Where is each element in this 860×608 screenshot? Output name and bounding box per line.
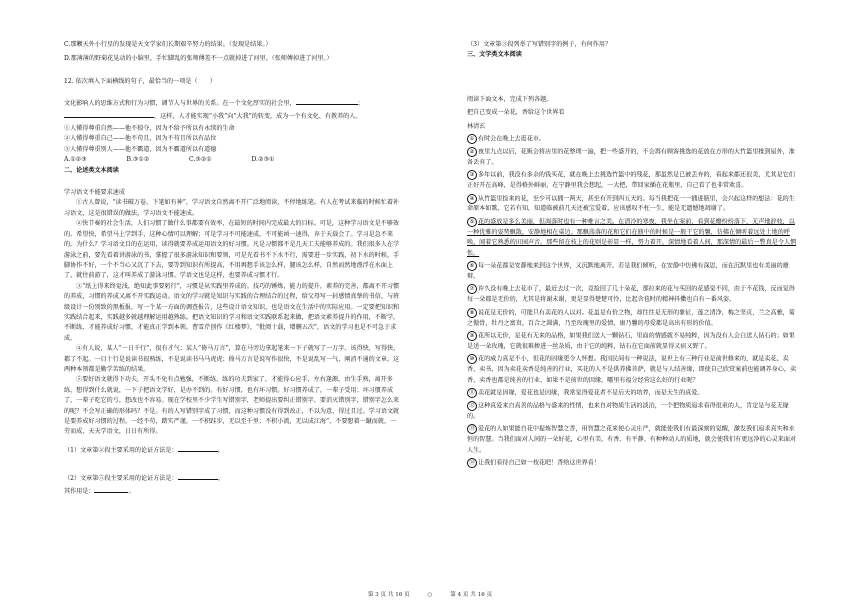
paragraph-text: 爱花的人如果能自花中提炼智慧之香，用智慧之花来使心灵庄严，就能使我们有最深刻的觉醒，激发我们追求真实和永恒的智慧。当我们面对人间的一朵好花，心里有美、有香、有平静、有种种动人的质地，就会使我们有更远净的心灵来面对人生。	[467, 425, 797, 454]
passage-paragraph	[467, 388, 797, 399]
passage-paragraph	[467, 424, 797, 456]
passage-paragraph	[467, 261, 797, 282]
paragraph-text: 卖花就是因缘，爱花也是因缘，我常觉得爱花者不是后天的培养，而是天生的真爱。	[478, 389, 704, 397]
answer-blank	[296, 97, 358, 105]
paragraph-number: ②	[467, 147, 477, 157]
page-number-right: 第 4 页 共 16 页	[450, 592, 493, 598]
page-footer	[0, 590, 860, 600]
question-2-effect: 其作用是： 。	[64, 485, 402, 497]
page-separator: ○	[427, 592, 433, 598]
option-c: C.那颗天外小行星的发现是天文学家们长期艰辛努力的结果。（发现是结果。）	[64, 41, 272, 48]
passage-paragraph	[467, 147, 797, 168]
paragraph-number: ⑭	[467, 458, 477, 468]
passage-title: 把自己变成一朵花，香给这个世界看	[467, 109, 565, 117]
paragraph-number: ⑦	[467, 284, 477, 294]
right-column	[467, 0, 797, 469]
option-d: D.那薄薄的野菊花晃动的小脑里，手忙脚乱的张师傅差不一点就掉进了河里。（张师傅掉进了河里。）	[64, 55, 333, 63]
passage-paragraph	[467, 284, 797, 305]
answer-blank	[178, 444, 218, 452]
paragraph-text: 从竹篮里捡来的花，至少可以插一两天，甚至有开到四五天的。每当我把花一一插进瓶里，会兴起这样的想法：花的生命原本如歌，它若有知，知道临被前几天还被宝爱着，应该感叹不枉一生，能是无遗憾地凋谢了。	[467, 195, 795, 213]
paragraph-number: ⑫	[467, 401, 477, 411]
essay-paragraph: ②快节奏的社会生活，人们习惯了做什么事都要有效率，在最短的时间内完成最大的目标。可是，这种学习语文是不够效的。希望快，希望马上学到手，这种心情可以理解；可是学习不可能速成，不可能函一速得，弃于天载会了。学习是急不来的。为什么？学习语文目的在运用，读得就要养成运用语文的好习惯。凡是习惯都不是几天工夫能够养成的。我们很多人在学游泳之前，要先看着讲游泳的书，掌握了很多游泳知识和要领，可是光看书不下水不行，需要进一步实践，初下水的时候，手脚协作不好，一个不当心又沉了下去，要等到知识有所提高，不用再想手该怎么样，腿该怎么样，自然而然地漂浮在水面上了，就往前游了，这才叫养成了游泳习惯。学语文也是这样，也要养成习惯才行。	[64, 220, 400, 280]
paragraph-number: ⑨	[467, 331, 477, 341]
question-12: 12. 依次填入下面横线的句子，最恰当的一项是（ ）	[64, 77, 216, 85]
passage-paragraph	[467, 354, 797, 386]
answer-blank	[64, 110, 154, 118]
passage-author: 林清玄	[467, 122, 486, 130]
paragraph-text: 每一朵花都是安静地来到这个世界，又沉默地离开。若是我们倾听，在安静中仿佛有深思，而在沉默里也有美丽的雄辩。	[467, 262, 789, 280]
essay-paragraph: ①古人曾说，“读书破万卷，下笔如有神”，学习语文自然离不开广泛地阅读，不停地练笔。有人在考试来临的时候忙着补习语文，这是很错误的做法，学习语文不能速成。	[64, 199, 400, 217]
q12-text-part1: 文化影响人的思维方式和行为习惯，调节人与世界的关系。在一个文化厚实的社会里，	[64, 100, 296, 108]
paragraph-number: ⑩	[467, 354, 477, 364]
question-1: （1）文章第②段主要采用的论证方法是： 。	[64, 444, 402, 456]
q12-option-d: D.②③①	[251, 156, 275, 164]
q12-item: ①人懂得尊重自然——他不掠夺，因为不给予所以有永续的生命	[64, 125, 235, 133]
q12-item: ③人懂得尊重别人——他不霸道，因为不霸道所以有道德	[64, 145, 217, 153]
section-heading-2: 二、论述类文本阅读	[64, 166, 119, 174]
paragraph-number: ⑤	[467, 217, 477, 227]
paragraph-number: ③	[467, 170, 477, 180]
paragraph-number: ①	[467, 134, 477, 144]
passage-paragraph	[467, 331, 797, 352]
answer-blank	[94, 485, 128, 493]
passage-paragraph	[467, 401, 797, 422]
paragraph-number: ⑥	[467, 261, 477, 271]
passage-paragraph	[467, 458, 797, 469]
passage-paragraph	[467, 308, 797, 329]
page-number-left: 第 3 页 共 16 页	[367, 592, 410, 598]
section-heading-3: 三、文学类文本阅读	[467, 51, 522, 59]
paragraph-number: ⑧	[467, 308, 477, 318]
paragraph-number: ⑬	[467, 424, 477, 434]
paragraph-text: 让我们看待自己如一枝花吧！香给这世界看！	[478, 459, 600, 467]
paragraph-text: 多年以前，我没有多余的钱买花，就在晚上去挑选竹篮中的残花，那虽然是已被丢弃的，看起来都还很美，尤其是它们正好开在高峰，是得格外鲜丽，在宁静里我会想起，一大把，带回家插在花瓶里，自己看了也非常欢喜。	[467, 171, 795, 190]
q12-option-c: C.③②①	[189, 156, 212, 164]
left-column	[64, 0, 402, 497]
q12-option-b: B.③①②	[126, 156, 150, 164]
paragraph-text: 有时会在晚上去逛花市。	[478, 135, 546, 143]
passage-paragraph	[467, 194, 797, 215]
passage-paragraph	[467, 217, 797, 259]
q12-item: ②人懂得尊重自己——他不苟且，因为不苟且所以有品位	[64, 135, 217, 143]
paragraph-text: 夜里九点以后，花贩会将店里的花整理一遍，把一些盛开的，不会再有顾客挑选的花放在方形的大竹篮里推到屋外，准备丢弃了。	[467, 148, 795, 166]
paragraph-text: 花的威力真是不小，但花的因缘更令人怀想。我国民间有一种说法，说世上有三种行业是前世修来的，就是卖花、卖香、卖书，因为卖花卖香是纯善的行业，买花的人不是供养佛菩萨，就是与人结善缘，即使自己欣赏案前也能调养身心，卖香、卖香也都是纯善的行业，如果不是前世的因缘，哪里有福分经营这么好的行业呢？	[467, 355, 797, 384]
paragraph-text: 说花是无价的，可能只有卖花的人以对。花虽是有价之物，却往往是无形的象征，莲之清净，梅之坚贞，兰之高雅，菊之傲骨，牡丹之富贵，百合之圆满，乃至玫瑰里的爱情，康乃馨的母爱都是高出有形的价值。	[467, 309, 795, 327]
q12-text-part3: ，这样，人才能实现“小我”向“大我”的转变，成为一个有文化、有教养的人。	[154, 112, 362, 120]
q12-text-part2: ；	[357, 100, 364, 108]
question-3: （3）文章第③段列举了写错别字的例子，有何作用？	[467, 41, 612, 48]
paragraph-text: 花所以无价，是花有无来的品格，如果我们送人一颗钻石，里面的情感就不易纯粹，因为没有人会白送人钻石的；如果是送一朵玫瑰，它就很难掺进一丝杂质，由于它的纯粹，钻石在它面前就显得又宿又野了。	[467, 332, 795, 350]
passage-paragraph	[467, 134, 797, 145]
question-12-text	[64, 97, 402, 122]
paragraph-number: ⑪	[467, 388, 477, 398]
essay-paragraph: ③“纸上得来终觉浅，绝知此事要躬行”，习惯是从实践里养成的。技巧的锤炼，能力的提升，素养的完善，都离不开习惯的养成，习惯的养成又离不开实践运动。语文的学习就是知识与实践的合理结合的过程，给父母写一封感情真挚的书信，与班级设计一份别致的黑板报，写一个某一方面的调查报告，这些设计语文知识，也是语文在生活中的实际应用。一定要把知识和实践结合起来，实践越多就越理解运用越熟练。把语文知识的学习和语文实践联系起来做，把语文素养提升的作用，不断学，不断练，才能养成好习惯，才能真正学到本领。曹雪芹创作《红楼梦》，“批阅十载，增删五次”，语文的学习也是不可急于求成。	[64, 282, 400, 342]
reading-intro: 阅读下面文本，完成下列各题。	[467, 95, 553, 103]
answer-blank	[178, 472, 218, 480]
essay-title: 学习语文不能要求速成	[64, 189, 125, 197]
paragraph-text: 花的盛放是多么美丽，但凋落时也有一种难言之美。在清冷的寒夜，我坐在案前，看到花瓣纷纷落下，无声地辞枝，以一种优雅的姿势飘散，安静地相在桌边。那飘荡落的花和它们在瓶中的时候是一般干它的馨，仿佛在倾听着远处土地的呼唤，闻着它熟悉的田园声音。那些留在枝上的花则是彰显一样，努力着开，深情地看着人间，那深情的最后一瞥真是令人惘怅。	[467, 218, 797, 257]
passage-body	[467, 134, 797, 469]
q12-options	[64, 155, 314, 165]
essay-paragraph: ⑤要好语文就得下功夫，开头不免有点勉强，不断练，练的功夫到家了，才能得心应手，左右逢源，由生手熟，离开多练，想得到什么就说，一下子把语文学好，是办不到的。有好习惯，也有坏习惯。好习惯养成了，一辈子受用；坏习惯养成了，一辈子吃它的亏，想改也不容易。现在学校里不少学生写错别字，老师提出要纠正错别字，要消灭错别字，错别字怎么来的呢？不会写正确的形体吗？不是。有的人写错别字成了习惯，而这种习惯没有得到改正，不以为意，得过且过。学习语文就是要养成好习惯的过程。一经不苟，踏实严谨，一不积跬步，无以至千里；不积小流，无以成江海”，不要想着一蹴而就，一劳而成，天天学语文，日日有所得。	[64, 376, 400, 436]
passage-paragraph	[467, 170, 797, 191]
essay-paragraph: ④有人说，某人“一日千行”，很有才气；某人“倚马万言”，算在马旁边拿起笔来一下子就写了一万字。该得快，写得快，都了不起。一目十行是说读书很熟练，不是说读书马马虎虎；倚马万言是说写作很快，不是说乱写一气，阐消不通的文章。这两种本领都是勤学苦练的结果。	[64, 345, 400, 373]
question-2: （2）文章第⑤段主要采用的论证方法是： 。	[64, 472, 402, 484]
paragraph-text: 许久没有晚上去花市了，最近去过一次，竟捡回了几十朵花，那拉来的花与买回的花感觉不同，由于不花钱，反而觉得每一朵都是无价的，尤其是将谢未谢，更是显得楚楚可怜，比起含苞时的精神抖擞也自有一番风姿。	[467, 285, 795, 304]
paragraph-number: ④	[467, 194, 477, 204]
paragraph-text: 这种真爱来自真善的品格与盛来的性情，也来自对物质生活的淡泊，一个把物质追求看得很重的人，肯定是与花无缘的。	[467, 402, 789, 420]
q12-option-a: A.①②③	[64, 156, 87, 164]
